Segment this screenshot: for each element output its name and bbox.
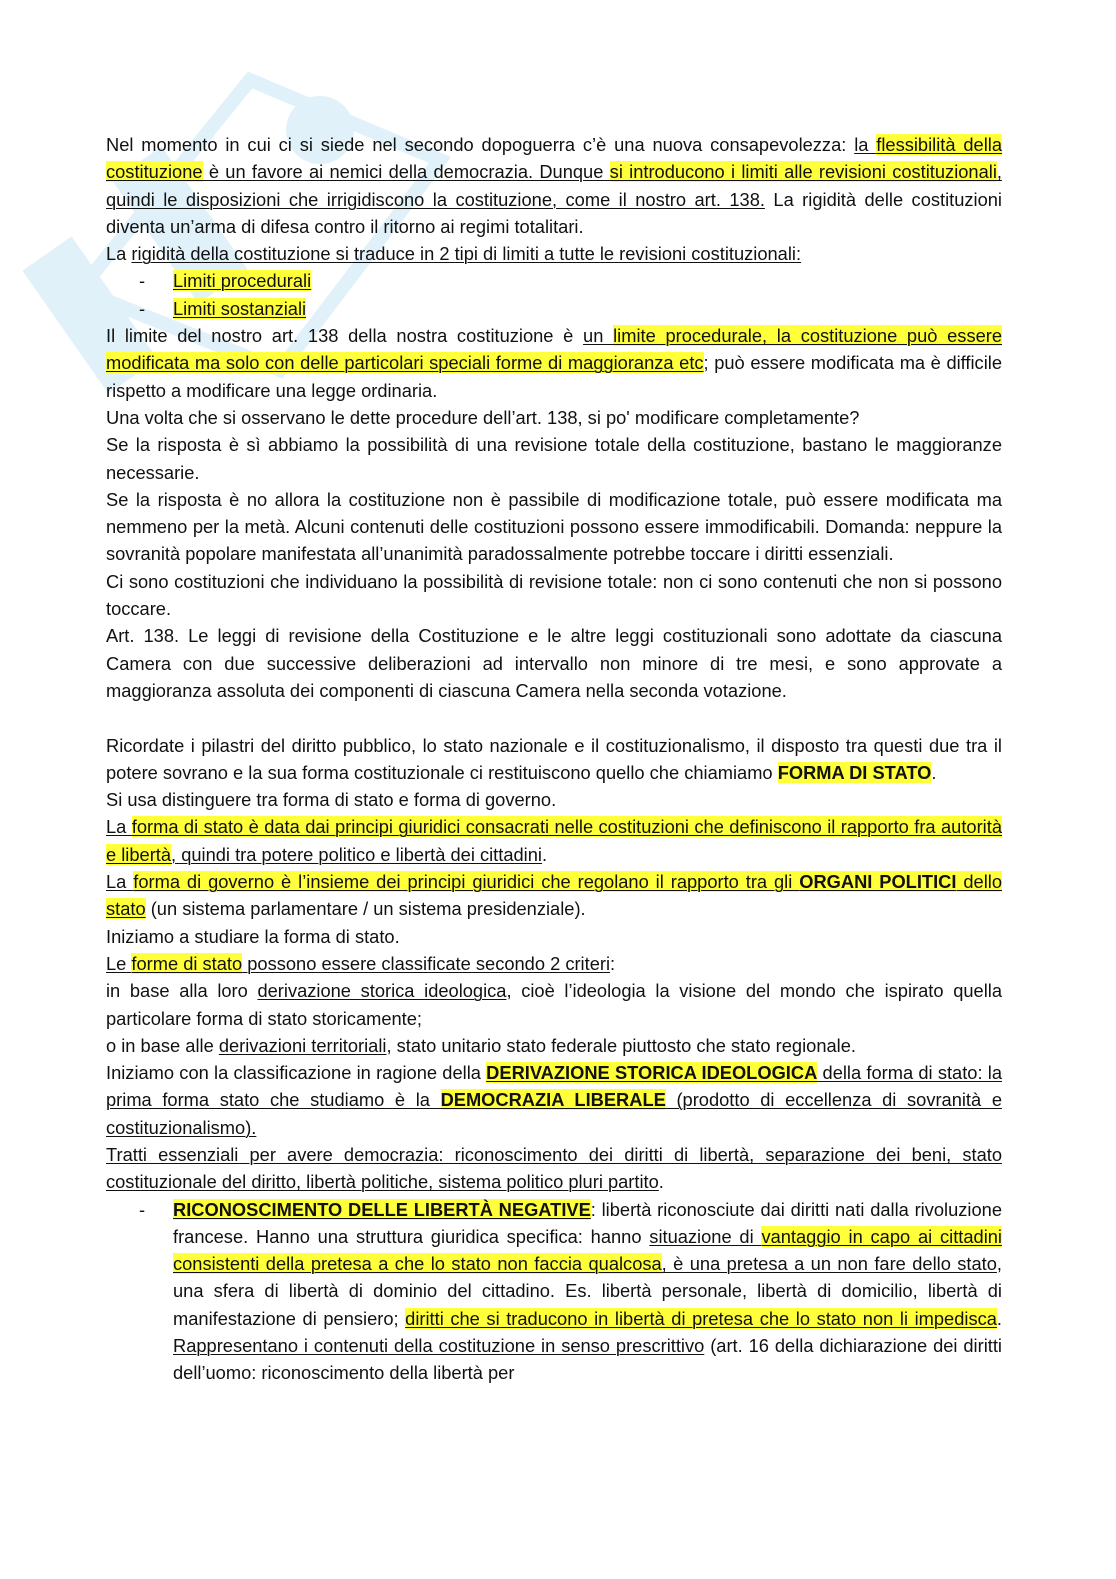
blank-line xyxy=(106,704,1002,731)
paragraph: Tratti essenziali per avere democrazia: riconoscimento dei diritti di libertà, separazione dei beni, stato costituzionale del diritto, libertà politiche, sistema politico pluri partito. xyxy=(106,1143,1002,1193)
traits-list xyxy=(106,1196,1002,1387)
paragraph: Se la risposta è no allora la costituzione non è passibile di modificazione totale, può essere modificata ma nemmeno per la metà. Alcuni contenuti delle costituzioni possono essere immodificabili. Domanda: neppure la sovranità popolare manifestata all’unanimità paradossalmente potrebbe toccare i diritti essenziali. xyxy=(106,488,1002,565)
paragraph: Ci sono costituzioni che individuano la possibilità di revisione totale: non ci sono contenuti che non si possono toccare. xyxy=(106,570,1002,620)
paragraph: in base alla loro derivazione storica ideologica, cioè l’ideologia la visione del mondo che ispirato quella particolare forma di stato storicamente; xyxy=(106,980,1002,1029)
paragraph: Iniziamo a studiare la forma di stato. xyxy=(106,925,400,947)
paragraph: Ricordate i pilastri del diritto pubblico, lo stato nazionale e il costituzionalismo, il disposto tra questi due tra il potere sovrano e la sua forma costituzionale ci restituiscono quello che chiamiamo FORMA DI STATO. xyxy=(106,734,1002,783)
limits-list xyxy=(106,267,1002,322)
paragraph: Si usa distinguere tra forma di stato e forma di governo. xyxy=(106,789,557,811)
list-item: - RICONOSCIMENTO DELLE LIBERTÀ NEGATIVE: libertà riconosciute dai diritti nati dalla rivoluzione francese. Hanno una struttura giuridica specifica: hanno situazione di vantaggio in capo ai cittadini consistenti della pretesa a che lo stato non faccia qualcosa, è una pretesa a un non fare dello stato, una sfera di libertà di dominio del cittadino. Es. libertà personale, libertà di domicilio, libertà di manifestazione di pensiero; diritti che si traducono in libertà di pretesa che lo stato non li impedisca. Rappresentano i contenuti della costituzione in senso prescrittivo (art. 16 della dichiarazione dei diritti dell’uomo: riconoscimento della libertà per xyxy=(139,1198,1003,1384)
paragraph: La rigidità della costituzione si traduce in 2 tipi di limiti a tutte le revisioni costituzionali: xyxy=(106,243,802,265)
paragraph: Il limite del nostro art. 138 della nostra costituzione è un limite procedurale, la costituzione può essere modificata ma solo con delle particolari speciali forme di maggioranza etc; può essere modificata ma è difficile rispetto a modificare una legge ordinaria. xyxy=(106,325,1003,401)
paragraph: Art. 138. Le leggi di revisione della Costituzione e le altre leggi costituzionali sono adottate da ciascuna Camera con due successive deliberazioni ad intervallo non minore di tre mesi, e sono approvate a maggioranza assoluta dei componenti di ciascuna Camera nella seconda votazione. xyxy=(106,625,1002,701)
paragraph: La forma di governo è l’insieme dei principi giuridici che regolano il rapporto tra gli ORGANI POLITICI dello stato (un sistema parlamentare / un sistema presidenziale). xyxy=(106,871,1002,920)
paragraph: Le forme di stato possono essere classificate secondo 2 criteri: xyxy=(106,952,616,974)
document-page xyxy=(106,131,1002,1387)
paragraph: Una volta che si osservano le dette procedure dell’art. 138, si po' modificare completamente? xyxy=(106,406,860,428)
paragraph: Iniziamo con la classificazione in ragione della DERIVAZIONE STORICA IDEOLOGICA della forma di stato: la prima forma stato che studiamo è la DEMOCRAZIA LIBERALE (prodotto di eccellenza di sovranità e costituzionalismo). xyxy=(106,1062,1003,1138)
paragraph: La forma di stato è data dai principi giuridici consacrati nelle costituzioni che definiscono il rapporto fra autorità e libertà, quindi tra potere politico e libertà dei cittadini. xyxy=(106,816,1002,865)
paragraph: o in base alle derivazioni territoriali, stato unitario stato federale piuttosto che stato regionale. xyxy=(106,1034,856,1056)
list-item: - Limiti procedurali xyxy=(139,270,312,292)
list-item: - Limiti sostanziali xyxy=(139,297,307,319)
paragraph: Se la risposta è sì abbiamo la possibilità di una revisione totale della costituzione, bastano le maggioranze necessarie. xyxy=(106,434,1002,483)
paragraph: Nel momento in cui ci si siede nel secondo dopoguerra c’è una nuova consapevolezza: la flessibilità della costituzione è un favore ai nemici della democrazia. Dunque si introducono i limiti alle revisioni costituzionali, quindi le disposizioni che irrigidiscono la costituzione, come il nostro art. 138. La rigidità delle costituzioni diventa un’arma di difesa contro il ritorno ai regimi totalitari. xyxy=(106,134,1003,237)
